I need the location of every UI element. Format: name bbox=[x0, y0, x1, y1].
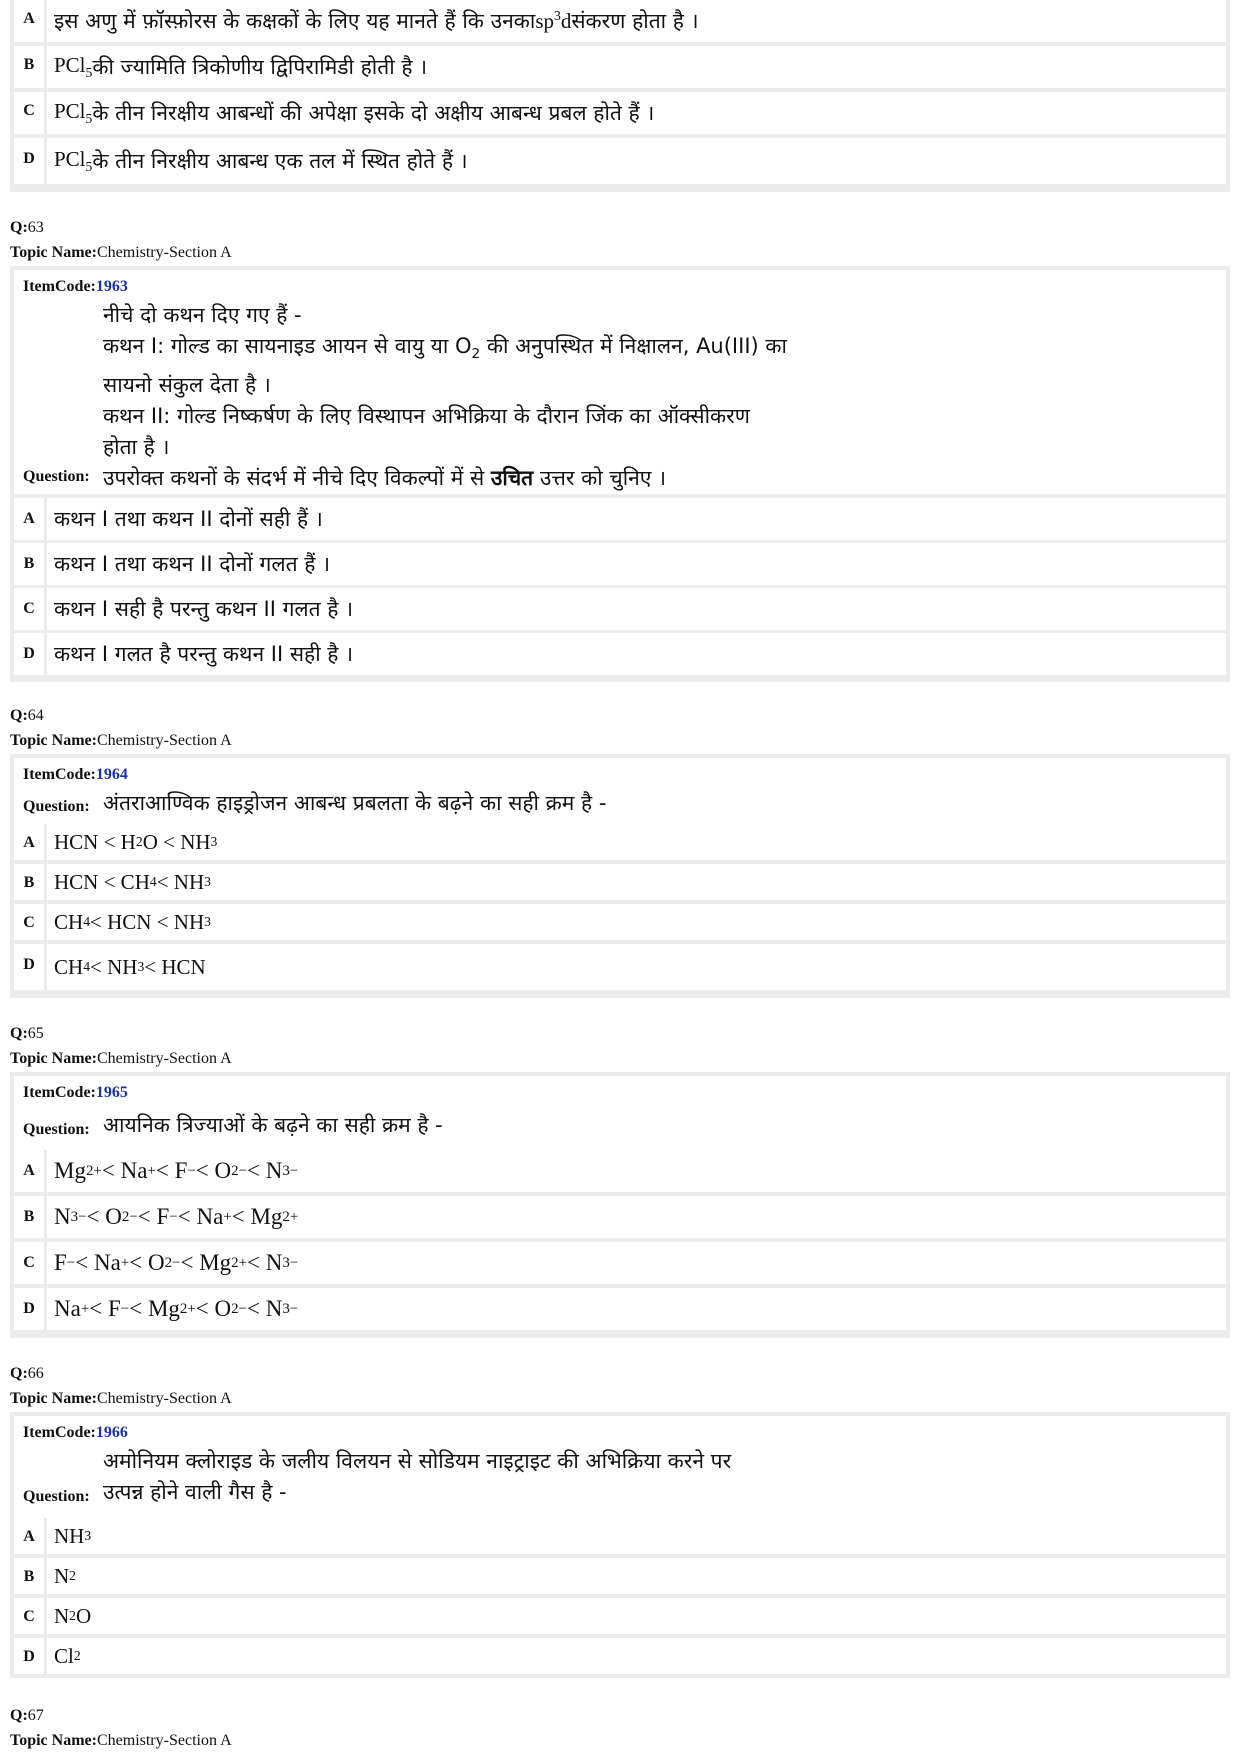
question-body bbox=[14, 1416, 1226, 1518]
option-text: CH 4 < HCN < NH 3 bbox=[47, 904, 1226, 940]
option-a[interactable] bbox=[14, 1150, 1226, 1192]
option-letter: C bbox=[14, 1598, 44, 1634]
option-b[interactable] bbox=[14, 864, 1226, 900]
option-text: N 2 O bbox=[47, 1598, 1226, 1634]
option-letter: C bbox=[14, 92, 44, 134]
option-letter: D bbox=[14, 944, 44, 990]
question-label: Question: bbox=[23, 468, 90, 485]
question-label: Question: bbox=[23, 798, 90, 815]
option-text: CH 4 < NH 3 < HCN bbox=[47, 944, 1226, 990]
question-number: Q:67 bbox=[10, 1707, 44, 1724]
option-b[interactable] bbox=[14, 46, 1226, 88]
item-code: ItemCode:1963 bbox=[23, 278, 128, 295]
question-text: नीचे दो कथन दिए गए हैं - कथन I: गोल्ड का सायनाइड आयन से वायु या $O_2$ की अनुपस्थित में निक्षालन, Au(III) का सायनो संकुल देता है । कथन II: गोल्ड निष्कर्षण के लिए विस्थापन अभिक्रिया के दौरान जिंक का ऑक्सीकरण होता है । उपरोक्त कथनों के संदर्भ में नीचे दिए विकल्पों में से उचित उत्तर को चुनिए । bbox=[103, 303, 787, 491]
option-a[interactable] bbox=[14, 824, 1226, 860]
option-text: PCl$_5$ के तीन निरक्षीय आबन्धों की अपेक्षा इसके दो अक्षीय आबन्ध प्रबल होते हैं । bbox=[47, 92, 1226, 134]
option-c[interactable] bbox=[14, 904, 1226, 940]
option-letter: B bbox=[14, 1196, 44, 1238]
item-code: ItemCode:1964 bbox=[23, 766, 128, 783]
question-number: Q:66 bbox=[10, 1365, 44, 1382]
question-body bbox=[14, 758, 1226, 824]
option-c[interactable] bbox=[14, 588, 1226, 630]
option-c[interactable] bbox=[14, 1242, 1226, 1284]
option-letter: A bbox=[14, 1150, 44, 1192]
topic-name: Topic Name:Chemistry-Section A bbox=[10, 1390, 232, 1407]
option-text: NH 3 bbox=[47, 1518, 1226, 1554]
item-code: ItemCode:1965 bbox=[23, 1084, 128, 1101]
question-body bbox=[14, 1076, 1226, 1150]
question-card-64 bbox=[10, 754, 1230, 998]
option-letter: C bbox=[14, 904, 44, 940]
question-text: अमोनियम क्लोराइड के जलीय विलयन से सोडियम नाइट्राइट की अभिक्रिया करने पर उत्पन्न होने वाली गैस है - bbox=[103, 1449, 732, 1504]
option-letter: B bbox=[14, 543, 44, 585]
option-text: HCN < H 2 O < NH 3 bbox=[47, 824, 1226, 860]
option-text: PCl$_5$ की ज्यामिति त्रिकोणीय द्विपिरामिडी होती है । bbox=[47, 46, 1226, 88]
option-text: कथन I तथा कथन II दोनों गलत हैं । bbox=[47, 543, 1226, 585]
option-text: कथन I सही है परन्तु कथन II गलत है । bbox=[47, 588, 1226, 630]
option-a[interactable] bbox=[14, 498, 1226, 540]
question-number: Q:64 bbox=[10, 707, 44, 724]
option-letter: C bbox=[14, 1242, 44, 1284]
option-text: HCN < CH 4 < NH 3 bbox=[47, 864, 1226, 900]
option-text: कथन I तथा कथन II दोनों सही हैं । bbox=[47, 498, 1226, 540]
question-card-63 bbox=[10, 266, 1230, 682]
option-d[interactable] bbox=[14, 1638, 1226, 1674]
topic-name: Topic Name:Chemistry-Section A bbox=[10, 1050, 232, 1067]
option-c[interactable] bbox=[14, 1598, 1226, 1634]
question-label: Question: bbox=[23, 1121, 90, 1138]
question-text: अंतराआण्विक हाइड्रोजन आबन्ध प्रबलता के बढ़ने का सही क्रम है - bbox=[103, 791, 607, 815]
question-card-66 bbox=[10, 1412, 1230, 1678]
option-a[interactable] bbox=[14, 1518, 1226, 1554]
option-text: Na + < F − < Mg 2+ < O 2− < N 3− bbox=[47, 1288, 1226, 1330]
item-code: ItemCode:1966 bbox=[23, 1424, 128, 1441]
option-d[interactable] bbox=[14, 944, 1226, 990]
option-d[interactable] bbox=[14, 138, 1226, 184]
option-d[interactable] bbox=[14, 1288, 1226, 1330]
option-text: इस अणु में फ़ॉस्फ़ोरस के कक्षकों के लिए यह मानते हैं कि उनका $sp^3d$ संकरण होता है । bbox=[47, 0, 1226, 42]
option-b[interactable] bbox=[14, 1558, 1226, 1594]
question-number: Q:63 bbox=[10, 219, 44, 236]
option-text: F − < Na + < O 2− < Mg 2+ < N 3− bbox=[47, 1242, 1226, 1284]
question-text: आयनिक त्रिज्याओं के बढ़ने का सही क्रम है - bbox=[103, 1113, 443, 1137]
option-text: N 3− < O 2− < F − < Na + < Mg 2+ bbox=[47, 1196, 1226, 1238]
option-letter: A bbox=[14, 498, 44, 540]
question-card-65 bbox=[10, 1072, 1230, 1338]
option-text: PCl$_5$ के तीन निरक्षीय आबन्ध एक तल में स्थित होते हैं । bbox=[47, 138, 1226, 184]
topic-name: Topic Name:Chemistry-Section A bbox=[10, 732, 232, 749]
option-letter: A bbox=[14, 824, 44, 860]
prev-question-card bbox=[10, 0, 1230, 192]
option-letter: B bbox=[14, 46, 44, 88]
option-letter: B bbox=[14, 1558, 44, 1594]
question-number: Q:65 bbox=[10, 1025, 44, 1042]
question-body bbox=[14, 270, 1226, 494]
option-letter: B bbox=[14, 864, 44, 900]
option-text: Cl 2 bbox=[47, 1638, 1226, 1674]
option-b[interactable] bbox=[14, 1196, 1226, 1238]
option-letter: D bbox=[14, 1638, 44, 1674]
question-label: Question: bbox=[23, 1488, 90, 1505]
option-letter: D bbox=[14, 138, 44, 184]
option-b[interactable] bbox=[14, 543, 1226, 585]
option-d[interactable] bbox=[14, 633, 1226, 675]
option-text: Mg 2+ < Na + < F − < O 2− < N 3− bbox=[47, 1150, 1226, 1192]
option-c[interactable] bbox=[14, 92, 1226, 134]
option-letter: A bbox=[14, 1518, 44, 1554]
option-letter: A bbox=[14, 0, 44, 42]
option-text: कथन I गलत है परन्तु कथन II सही है । bbox=[47, 633, 1226, 675]
topic-name: Topic Name:Chemistry-Section A bbox=[10, 1732, 232, 1749]
option-text: N 2 bbox=[47, 1558, 1226, 1594]
option-letter: D bbox=[14, 633, 44, 675]
option-letter: C bbox=[14, 588, 44, 630]
topic-name: Topic Name:Chemistry-Section A bbox=[10, 244, 232, 261]
option-a[interactable] bbox=[14, 0, 1226, 42]
option-letter: D bbox=[14, 1288, 44, 1330]
sp-text: $sp^3d$ bbox=[535, 8, 572, 33]
